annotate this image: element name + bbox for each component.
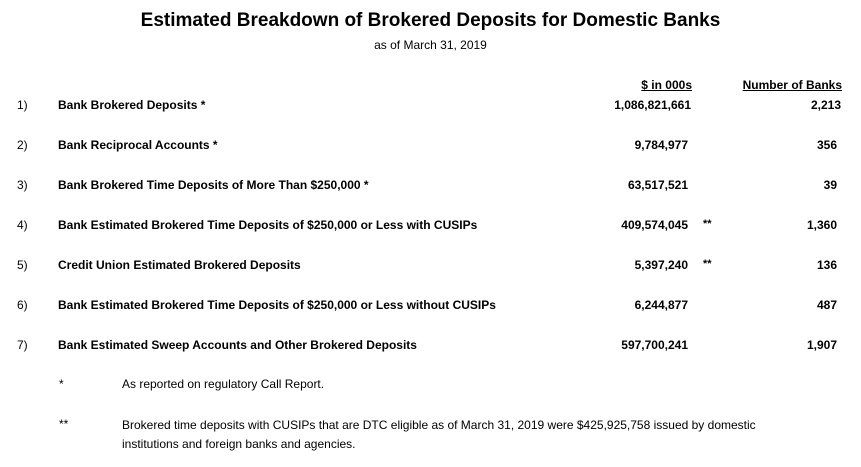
row-bank-count: 136	[816, 258, 837, 272]
row-footnote-mark: **	[703, 258, 712, 270]
row-amount: 5,397,240	[634, 258, 688, 272]
column-header-banks: Number of Banks	[742, 78, 842, 92]
row-number: 4)	[17, 218, 28, 232]
row-label: Bank Brokered Deposits *	[58, 98, 206, 112]
row-bank-count: 487	[816, 298, 837, 312]
footnote-symbol: *	[59, 377, 64, 391]
row-number: 6)	[17, 298, 28, 312]
row-amount: 1,086,821,661	[614, 98, 691, 112]
footnote-symbol: **	[59, 417, 69, 431]
page-title: Estimated Breakdown of Brokered Deposits for Domestic Banks	[140, 10, 721, 31]
row-amount: 597,700,241	[621, 338, 688, 352]
page-subtitle: as of March 31, 2019	[374, 38, 487, 52]
row-bank-count: 2,213	[810, 98, 841, 112]
row-number: 5)	[17, 258, 28, 272]
row-amount: 9,784,977	[634, 138, 688, 152]
row-label: Bank Estimated Brokered Time Deposits of $250,000 or Less with CUSIPs	[58, 218, 478, 232]
row-footnote-mark: **	[703, 218, 712, 230]
row-label: Bank Brokered Time Deposits of More Than $250,000 *	[58, 178, 369, 192]
row-amount: 63,517,521	[627, 178, 688, 192]
row-bank-count: 1,907	[806, 338, 837, 352]
row-bank-count: 356	[816, 138, 837, 152]
row-number: 1)	[17, 98, 28, 112]
footnote-text: Brokered time deposits with CUSIPs that are DTC eligible as of March 31, 2019 were $425,925,758 issued by domestic	[122, 418, 756, 432]
footnote-text: As reported on regulatory Call Report.	[122, 377, 325, 391]
row-bank-count: 1,360	[806, 218, 837, 232]
row-bank-count: 39	[823, 178, 837, 192]
row-label: Credit Union Estimated Brokered Deposits	[58, 258, 301, 272]
row-amount: 409,574,045	[621, 218, 688, 232]
footnote-text-continued: institutions and foreign banks and agencies.	[122, 437, 356, 451]
column-header-amount: $ in 000s	[641, 78, 692, 92]
row-amount: 6,244,877	[634, 298, 688, 312]
row-label: Bank Estimated Sweep Accounts and Other Brokered Deposits	[58, 338, 417, 352]
row-number: 3)	[17, 178, 28, 192]
row-label: Bank Estimated Brokered Time Deposits of $250,000 or Less without CUSIPs	[58, 298, 496, 312]
row-label: Bank Reciprocal Accounts *	[58, 138, 218, 152]
row-number: 2)	[17, 138, 28, 152]
row-number: 7)	[17, 338, 28, 352]
